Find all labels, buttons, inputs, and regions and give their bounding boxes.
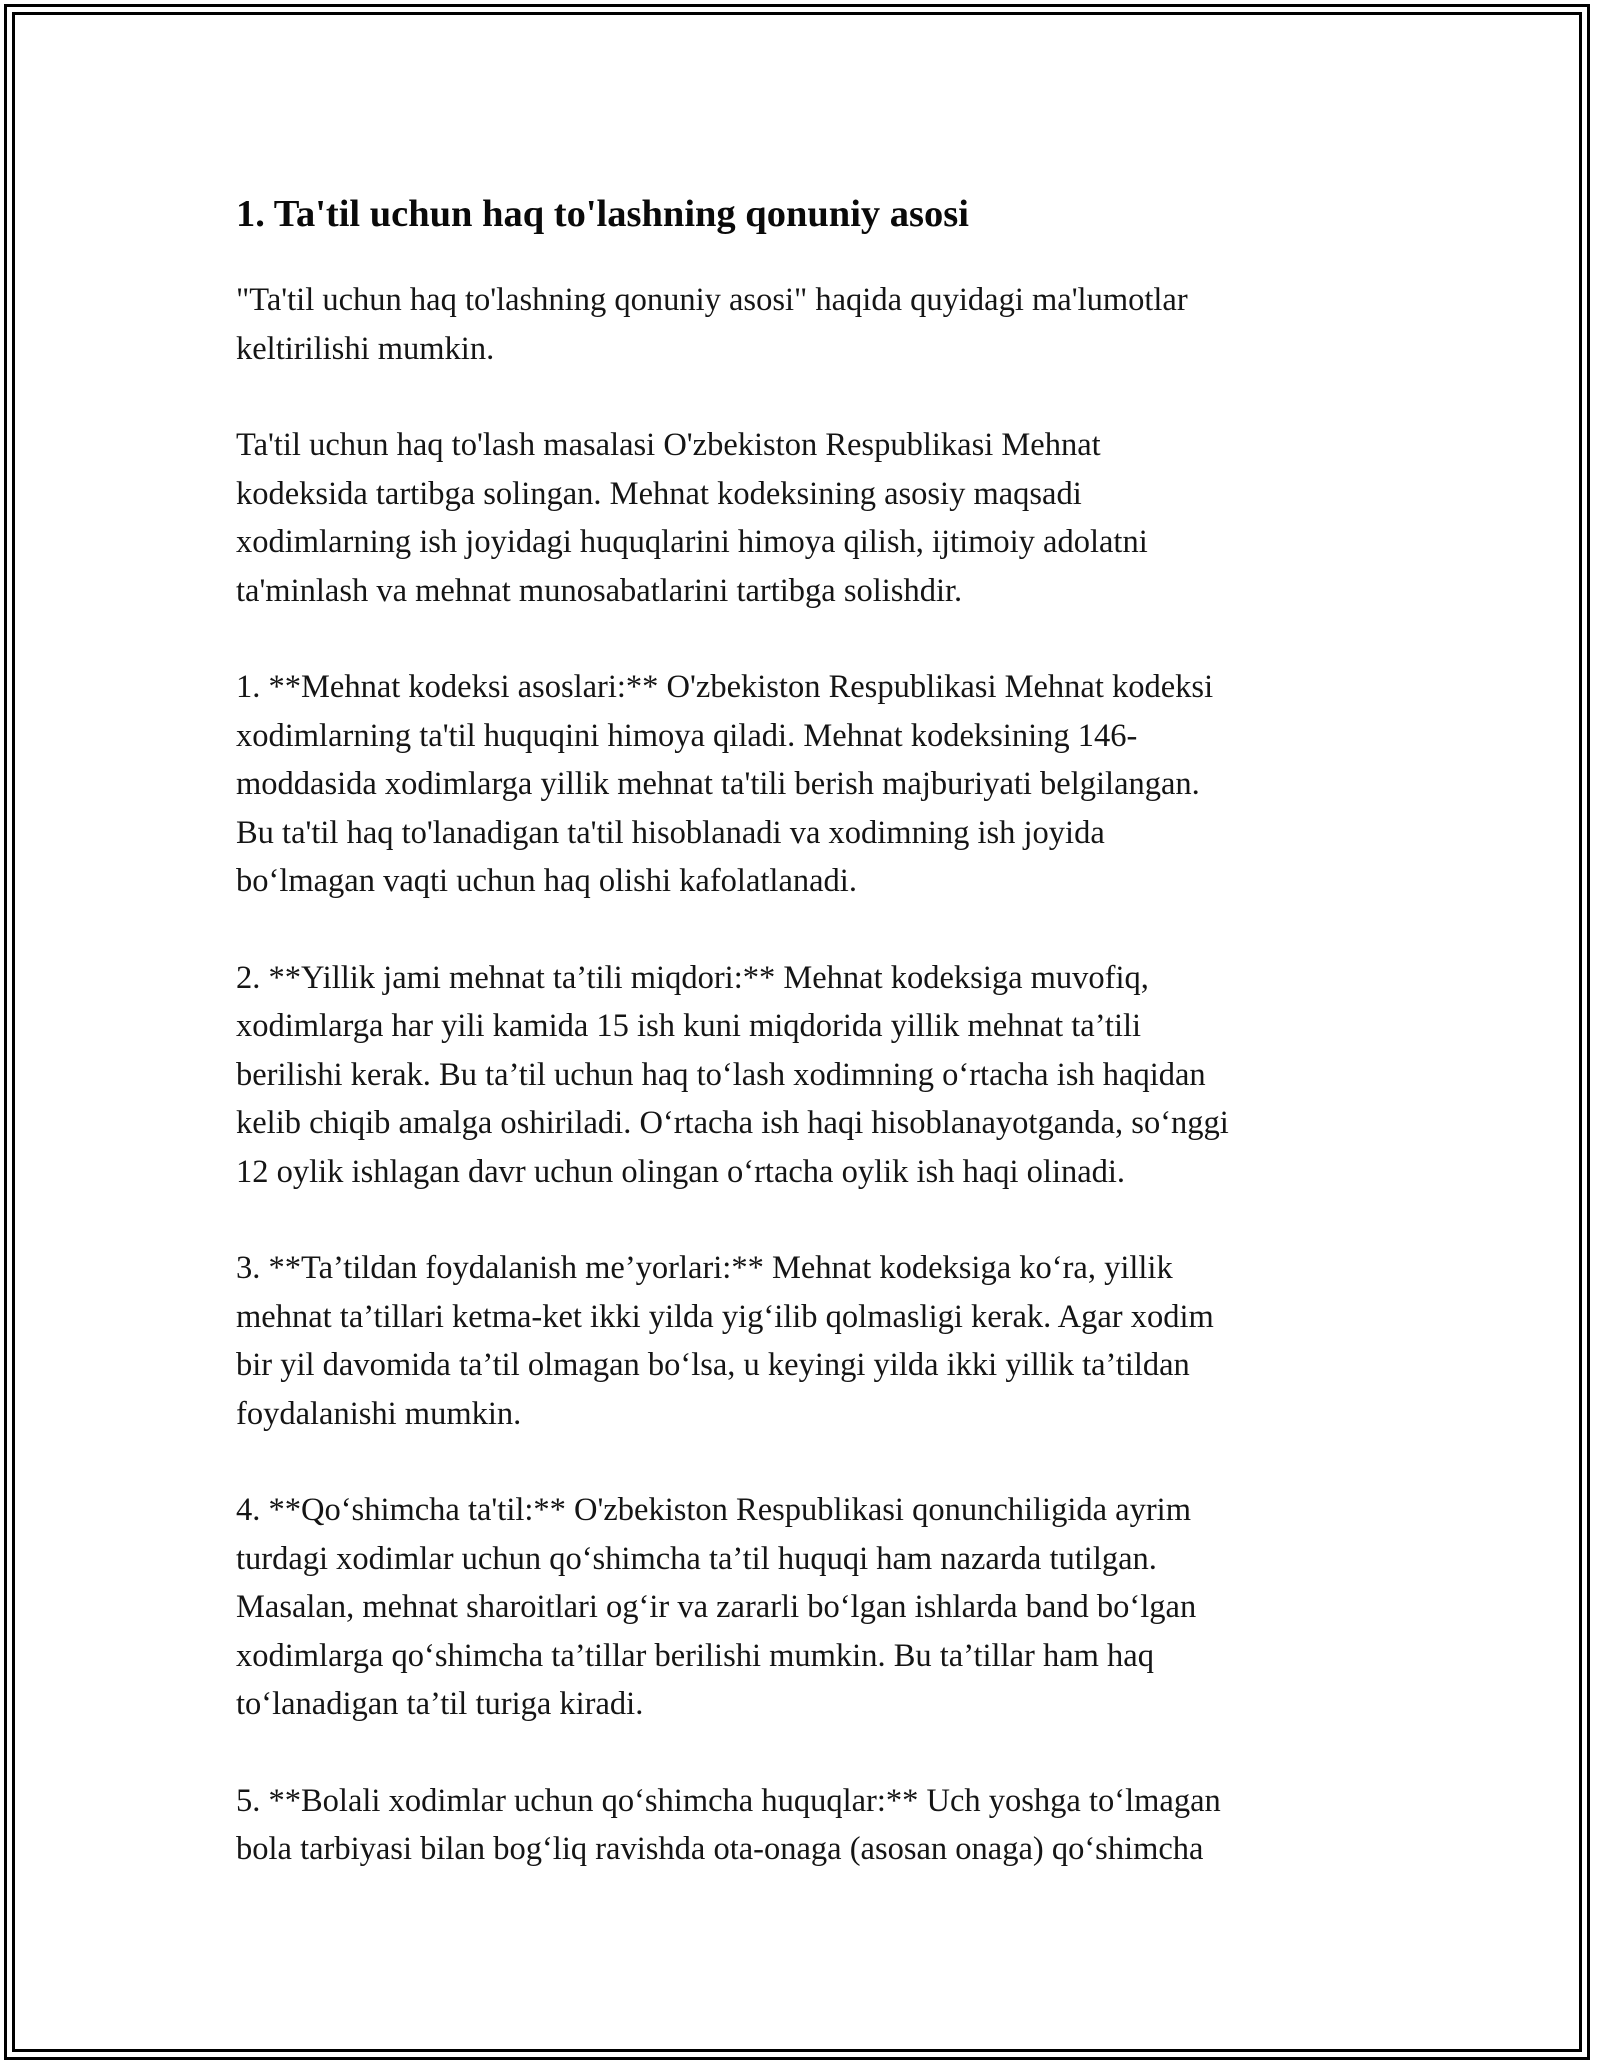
- text-line: xodimlarning ish joyidagi huquqlarini himoya qilish, ijtimoiy adolatni: [236, 524, 1148, 560]
- text-line: mehnat ta’tillari ketma-ket ikki yilda yig‘ilib qolmasligi kerak. Agar xodim: [236, 1298, 1214, 1335]
- paragraph-intro: [236, 276, 1366, 373]
- text-line: "Ta'til uchun haq to'lashning qonuniy asosi" haqida quyidagi ma'lumotlar: [236, 282, 1188, 318]
- text-line: to‘lanadigan ta’til turiga kiradi.: [236, 1686, 644, 1722]
- text-line: ta'minlash va mehnat munosabatlarini tartibga solishdir.: [236, 572, 963, 609]
- text-line: Ta'til uchun haq to'lash masalasi O'zbekiston Respublikasi Mehnat: [236, 427, 1101, 463]
- text-line: 1. **Mehnat kodeksi asoslari:** O'zbekiston Respublikasi Mehnat kodeksi: [236, 669, 1214, 705]
- text-line: kelib chiqib amalga oshiriladi. O‘rtacha ish haqi hisoblanayotganda, so‘nggi: [236, 1105, 1229, 1141]
- text-line: xodimlarning ta'til huquqini himoya qiladi. Mehnat kodeksining 146-: [236, 717, 1138, 754]
- text-line: foydalanishi mumkin.: [236, 1395, 522, 1432]
- list-item-4: [236, 1486, 1366, 1729]
- list-item-2: [236, 954, 1366, 1197]
- paragraph-overview: [236, 421, 1366, 615]
- text-line: 4. **Qo‘shimcha ta'til:** O'zbekiston Respublikasi qonunchiligida ayrim: [236, 1492, 1191, 1528]
- text-line: 12 oylik ishlagan davr uchun olingan o‘rtacha oylik ish haqi olinadi.: [236, 1153, 1126, 1190]
- list-item-1: [236, 663, 1366, 906]
- document-title: 1. Ta'til uchun haq to'lashning qonuniy asosi: [236, 193, 969, 235]
- text-line: 3. **Ta’tildan foydalanish me’yorlari:** Mehnat kodeksiga ko‘ra, yillik: [236, 1250, 1173, 1286]
- text-line: 2. **Yillik jami mehnat ta’tili miqdori:** Mehnat kodeksiga muvofiq,: [236, 959, 1149, 996]
- text-line: Masalan, mehnat sharoitlari og‘ir va zararli bo‘lgan ishlarda band bo‘lgan: [236, 1589, 1197, 1625]
- text-line: keltirilishi mumkin.: [236, 330, 495, 367]
- list-item-5: [236, 1777, 1366, 1874]
- list-item-3: [236, 1244, 1366, 1438]
- text-line: xodimlarga har yili kamida 15 ish kuni miqdorida yillik mehnat ta’tili: [236, 1008, 1142, 1044]
- document-body: [236, 184, 1366, 1922]
- text-line: turdagi xodimlar uchun qo‘shimcha ta’til huquqi ham nazarda tutilgan.: [236, 1540, 1157, 1577]
- text-line: xodimlarga qo‘shimcha ta’tillar berilishi mumkin. Bu ta’tillar ham haq: [236, 1637, 1154, 1674]
- text-line: kodeksida tartibga solingan. Mehnat kodeksining asosiy maqsadi: [236, 475, 1082, 512]
- text-line: bir yil davomida ta’til olmagan bo‘lsa, u keyingi yilda ikki yillik ta’tildan: [236, 1347, 1190, 1383]
- text-line: Bu ta'til haq to'lanadigan ta'til hisoblanadi va xodimning ish joyida: [236, 814, 1105, 851]
- text-line: moddasida xodimlarga yillik mehnat ta'tili berish majburiyati belgilangan.: [236, 766, 1200, 802]
- text-line: bo‘lmagan vaqti uchun haq olishi kafolatlanadi.: [236, 863, 857, 899]
- text-line: berilishi kerak. Bu ta’til uchun haq to‘lash xodimning o‘rtacha ish haqidan: [236, 1056, 1206, 1093]
- text-line: 5. **Bolali xodimlar uchun qo‘shimcha huquqlar:** Uch yoshga to‘lmagan: [236, 1782, 1221, 1819]
- text-line: bola tarbiyasi bilan bog‘liq ravishda ota-onaga (asosan onaga) qo‘shimcha: [236, 1831, 1204, 1867]
